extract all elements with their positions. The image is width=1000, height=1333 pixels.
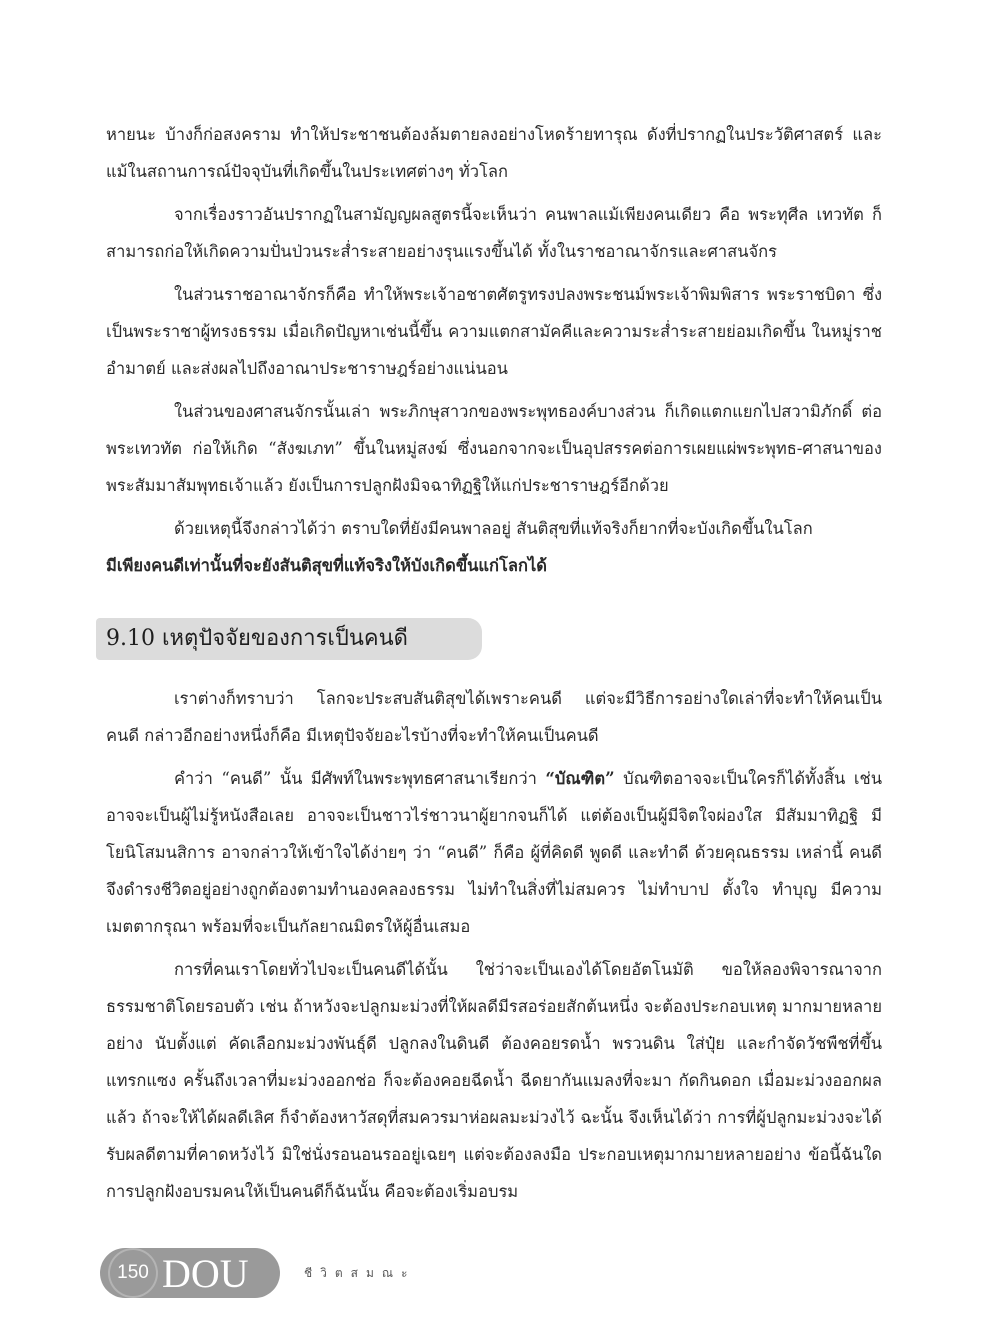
paragraph-intro-5-bold: มีเพียงคนดีเท่านั้นที่จะยังสันติสุขที่แท้จริงให้บังเกิดขึ้นแก่โลกได้ (106, 556, 547, 575)
paragraph-section-3: การที่คนเราโดยทั่วไปจะเป็นคนดีได้นั้น ใช่ว่าจะเป็นเองได้โดยอัตโนมัติ ขอให้ลองพิจารณาจาก ธรรมชาติโดยรอบตัว เช่น ถ้าหวังจะปลูกมะม่วงที่ให้ผลดีมีรสอร่อยสักต้นหนึ่ง จะต้องประกอบเหตุ มากมายหลายอย่าง นับตั้งแต่ คัดเลือกมะม่วงพันธุ์ดี ปลูกลงในดินดี ต้องคอยรดน้ำ พรวนดิน ใส่ปุ๋ย และกำจัดวัชพืชที่ขึ้นแทรกแซง ครั้นถึงเวลาที่มะม่วงออกช่อ ก็จะต้องคอยฉีดน้ำ ฉีดยากันแมลงที่จะมา กัดกินดอก เมื่อมะม่วงออกผลแล้ว ถ้าจะให้ได้ผลดีเลิศ ก็จำต้องหาวัสดุที่สมควรมาห่อผลมะม่วงไว้ ฉะนั้น จึงเห็นได้ว่า การที่ผู้ปลูกมะม่วงจะได้รับผลดีตามที่คาดหวังไว้ มิใช่นั่งรอนอนรออยู่เฉยๆ แต่จะต้องลงมือ ประกอบเหตุมากมายหลายอย่าง ข้อนี้ฉันใด การปลูกฝังอบรมคนให้เป็นคนดีก็ฉันนั้น คือจะต้องเริ่มอบรม (106, 960, 882, 1201)
footer-badge (100, 1248, 280, 1298)
paragraph-section-1: เราต่างก็ทราบว่า โลกจะประสบสันติสุขได้เพราะคนดี แต่จะมีวิธีการอย่างใดเล่าที่จะทำให้คนเป็น คนดี กล่าวอีกอย่างหนึ่งก็คือ มีเหตุปัจจัยอะไรบ้างที่จะทำให้คนเป็นคนดี (106, 689, 882, 745)
book-title: ชีวิตสมณะ (304, 1265, 416, 1280)
paragraph-section-2-start: คำว่า “คนดี” นั้น มีศัพท์ในพระพุทธศาสนาเรียกว่า (174, 769, 546, 788)
section-text-block (106, 680, 882, 1216)
intro-text-block (106, 116, 882, 584)
paragraph-section-2-rest: บัณฑิตอาจจะเป็นใครก็ได้ทั้งสิ้น เช่น อาจจะเป็นผู้ไม่รู้หนังสือเลย อาจจะเป็นชาวไร่ชาวนาผู้ยากจนก็ได้ แต่ต้องเป็นผู้มีจิตใจผ่องใส มีสัมมาทิฏฐิ มีโยนิโสมนสิการ อาจกล่าวให้เข้าใจได้ง่ายๆ ว่า “คนดี” ก็คือ ผู้ที่คิดดี พูดดี และทำดี ด้วยคุณธรรม เหล่านี้ คนดีจึงดำรงชีวิตอยู่อย่างถูกต้องตามทำนองคลองธรรม ไม่ทำในสิ่งที่ไม่สมควร ไม่ทำบาป ตั้งใจ ทำบุญ มีความเมตตากรุณา พร้อมที่จะเป็นกัลยาณมิตรให้ผู้อื่นเสมอ (106, 769, 882, 936)
paragraph-intro-3: ในส่วนราชอาณาจักรก็คือ ทำให้พระเจ้าอชาตศัตรูทรงปลงพระชนม์พระเจ้าพิมพิสาร พระราชบิดา ซึ่งเป็นพระราชาผู้ทรงธรรม เมื่อเกิดปัญหาเช่นนี้ขึ้น ความแตกสามัคคีและความระส่ำระสายย่อมเกิดขึ้น ในหมู่ราชอำมาตย์ และส่งผลไปถึงอาณาประชาราษฎร์อย่างแน่นอน (106, 285, 882, 378)
paragraph-intro-5: ด้วยเหตุนี้จึงกล่าวได้ว่า ตราบใดที่ยังมีคนพาลอยู่ สันติสุขที่แท้จริงก็ยากที่จะบังเกิดขึ้นในโลก (174, 519, 813, 538)
paragraph-intro-2: จากเรื่องราวอันปรากฏในสามัญญผลสูตรนี้จะเห็นว่า คนพาลแม้เพียงคนเดียว คือ พระทุศีล เทวทัต ก็สามารถก่อให้เกิดความปั่นป่วนระส่ำระสายอย่างรุนแรงขึ้นได้ ทั้งในราชอาณาจักรและศาสนจักร (106, 205, 882, 261)
dou-logo: DOU (162, 1250, 249, 1296)
paragraph-intro-4: ในส่วนของศาสนจักรนั้นเล่า พระภิกษุสาวกของพระพุทธองค์บางส่วน ก็เกิดแตกแยกไปสวามิภักดิ์ ต่อพระเทวทัต ก่อให้เกิด “สังฆเภท” ขึ้นในหมู่สงฆ์ ซึ่งนอกจากจะเป็นอุปสรรคต่อการเผยแผ่พระพุทธ-ศาสนาของพระสัมมาสัมพุทธเจ้าแล้ว ยังเป็นการปลูกฝังมิจฉาทิฏฐิให้แก่ประชาราษฎร์อีกด้วย (106, 402, 882, 495)
paragraph-section-2 (106, 760, 882, 945)
page-number: 150 (108, 1248, 158, 1298)
term-bandit: “บัณฑิต” (545, 769, 615, 788)
page-footer (100, 1247, 416, 1299)
paragraph-intro-1: หายนะ บ้างก็ก่อสงคราม ทำให้ประชาชนต้องล้มตายลงอย่างโหดร้ายทารุณ ดังที่ปรากฏในประวัติศาสตร์ และแม้ในสถานการณ์ปัจจุบันที่เกิดขึ้นในประเทศต่างๆ ทั่วโลก (106, 125, 882, 181)
section-heading: 9.10 เหตุปัจจัยของการเป็นคนดี (96, 618, 482, 660)
